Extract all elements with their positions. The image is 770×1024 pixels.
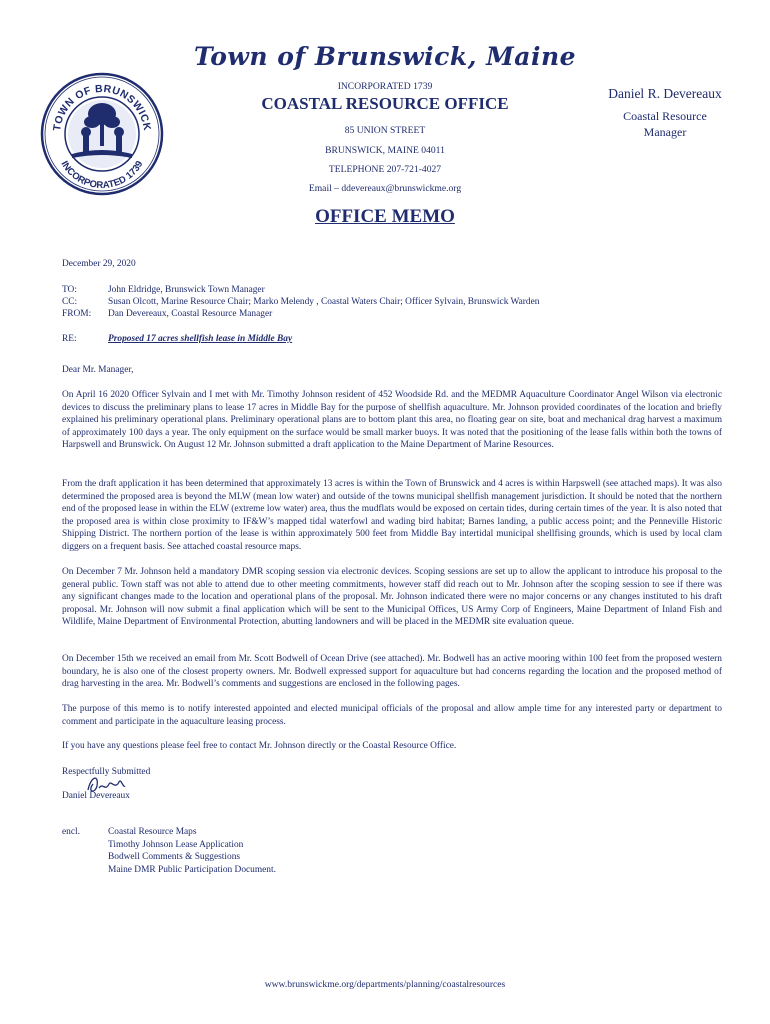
- office-name: COASTAL RESOURCE OFFICE: [261, 94, 509, 113]
- re-subject: Proposed 17 acres shellfish lease in Middle Bay: [108, 334, 293, 344]
- from-value: Dan Devereaux, Coastal Resource Manager: [108, 309, 273, 319]
- paragraph-1: On April 16 2020 Officer Sylvain and I met with Mr. Timothy Johnson resident of 452 Woodside Rd. and the MEDMR Aquaculture Coordinator Angel Wilson via electronic devices to discuss the preliminary plans to lease 17 acres in Middle Bay for the purpose of shellfish aquaculture. Mr. Johnson provided coordinates of the location and briefly explained his preliminary operational plans. Preliminary operational plans are to bottom plant this area, no floating gear on site, boat and mechanical drag harvest a maximum of approximately 100 days a year. The only equipment on the surface would be small marker buoys. It was noted that the positioning of the lease falls within both the towns of Harpswell and Brunswick. On August 12 Mr. Johnson submitted a draft application to the Maine Department of Marine Resources.: [62, 390, 722, 451]
- salutation: Dear Mr. Manager,: [62, 365, 134, 375]
- paragraph-2: From the draft application it has been determined that approximately 13 acres is within the Town of Brunswick and 4 acres is within Harpswell (see attached maps). It was also determined the proposed area is beyond the MLW (mean low water) and outside of the towns municipal shellfish management jurisdiction. It should be noted that the northern end of the proposed lease in within the ELW (extreme low water) area, thus the mudflats would be exposed on certain tides, during certain times of the year. It is also noted that the proposed area is within close proximity to IF&W’s mapped tidal waterfowl and wading bird habitat; Barnes landing, a public access point; and the Penneville Historic Shipping District. The northern portion of the lease is within approximately 500 feet from Middle Bay intertidal municipal shellfising grounds, which is used by local clam diggers on a frequent basis. See attached coastal resource maps.: [62, 479, 722, 552]
- seal-top-text: TOWN OF BRUNSWICK: [51, 82, 153, 132]
- email-link[interactable]: Email – ddevereaux@brunswickme.org: [308, 183, 462, 194]
- address-city: BRUNSWICK, MAINE 04011: [325, 145, 445, 156]
- enclosure-item: Timothy Johnson Lease Application: [108, 839, 244, 850]
- town-seal: [40, 72, 164, 196]
- manager-title: Coastal Resource Manager: [623, 109, 707, 139]
- closing: Respectfully Submitted: [62, 767, 151, 777]
- manager-name: Daniel R. Devereaux: [608, 86, 722, 101]
- paragraph-3: On December 7 Mr. Johnson held a mandatory DMR scoping session via electronic devices. Scoping sessions are set up to allow the applicant to introduce his proposal to the general public. Town staff was not able to attend due to other meeting commitments, however staff did reach out to Mr. Johnson after the scoping session to see if there was any significant changes made to the location and operational plans of the proposal. Mr. Johnson indicated there were no major concerns or any changes instituted to his draft proposal. Mr. Johnson will now submit a final application which will be sent to the Municipal Offices, US Army Corp of Engineers, Maine Department of Inland Fish and Wildlife, Maine Department of Environmental Protection, abutting landowners and will be placed in the MEDMR site evaluation queue.: [62, 567, 722, 628]
- memo-date: December 29, 2020: [62, 259, 136, 269]
- signer-name: Daniel Devereaux: [62, 791, 130, 801]
- footer-url[interactable]: www.brunswickme.org/departments/planning/coastalresources: [264, 979, 506, 990]
- town-title: Town of Brunswick, Maine: [193, 42, 577, 71]
- seal-scene: [68, 100, 136, 168]
- re-label: RE:: [62, 334, 77, 344]
- enclosure-item: Bodwell Comments & Suggestions: [108, 852, 241, 863]
- memo-title: OFFICE MEMO: [315, 206, 455, 227]
- cc-label: CC:: [62, 297, 78, 307]
- paragraph-5: The purpose of this memo is to notify interested appointed and elected municipal officials of the proposal and allow ample time for any interested party or department to comment and participate in the aquaculture leasing process.: [62, 704, 722, 727]
- telephone: TELEPHONE 207-721-4027: [328, 164, 442, 175]
- seal-bottom-text: INCORPORATED 1739: [58, 159, 146, 192]
- paragraph-4: On December 15th we received an email from Mr. Scott Bodwell of Ocean Drive (see attached). Mr. Bodwell has an active mooring within 100 feet from the proposed western boundary, he is also one of the closest property owners. Mr. Bodwell expressed support for aquaculture but had concerns regarding the location and the proposed method of drag harvesting in the area. Mr. Bodwell’s comments and suggestions are enclosed in the following pages.: [62, 654, 722, 690]
- encl-label: encl.: [62, 827, 80, 837]
- enclosure-item: Coastal Resource Maps: [108, 827, 197, 837]
- from-label: FROM:: [62, 309, 92, 319]
- incorporated-text: INCORPORATED 1739: [337, 81, 433, 92]
- to-value: John Eldridge, Brunswick Town Manager: [108, 285, 265, 295]
- address-street: 85 UNION STREET: [344, 125, 426, 136]
- enclosure-list: [108, 826, 508, 876]
- cc-value: Susan Olcott, Marine Resource Chair; Marko Melendy , Coastal Waters Chair; Officer Sylvain, Brunswick Warden: [108, 297, 540, 307]
- paragraph-6: If you have any questions please feel free to contact Mr. Johnson directly or the Coastal Resource Office.: [62, 741, 457, 751]
- enclosure-item: Maine DMR Public Participation Document.: [108, 864, 276, 875]
- to-label: TO:: [62, 285, 77, 295]
